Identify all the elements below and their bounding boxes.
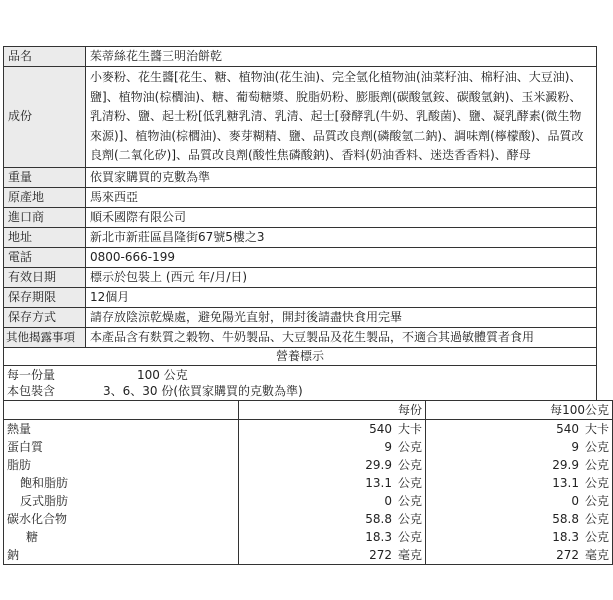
value-name: 茱蒂絲花生醬三明治餅乾 (86, 47, 597, 67)
nutrient-name: 反式脂肪 (4, 492, 239, 510)
serving-info (3, 366, 597, 400)
nutrient-amount: 18.3 (365, 529, 392, 544)
nutrient-unit: 公克 (584, 493, 609, 508)
row-origin (4, 187, 597, 207)
nutrient-amount: 272 (369, 547, 392, 562)
nutrient-name: 鈉 (4, 546, 239, 565)
value-expiry: 標示於包裝上 (西元 年/月/日) (86, 267, 597, 287)
nutrient-unit: 大卡 (397, 421, 422, 436)
label-name: 品名 (4, 47, 86, 67)
value-weight: 依買家購買的克數為準 (86, 167, 597, 187)
nutrient-unit: 毫克 (397, 547, 422, 562)
nutrient-unit: 公克 (584, 529, 609, 544)
row-name (4, 47, 597, 67)
nutrient-unit: 公克 (397, 493, 422, 508)
label-expiry: 有效日期 (4, 267, 86, 287)
nutrient-name: 蛋白質 (4, 438, 239, 456)
value-per-serving (239, 474, 426, 492)
nutrient-amount: 0 (384, 493, 392, 508)
nutrient-amount: 29.9 (365, 457, 392, 472)
nutrition-row (4, 474, 613, 492)
value-shelf-life: 12個月 (86, 287, 597, 307)
col-per-100g: 每100公克 (426, 400, 613, 419)
nutrient-amount: 13.1 (552, 475, 579, 490)
nutrient-name: 熱量 (4, 419, 239, 438)
nutrition-row (4, 438, 613, 456)
value-per-100g (426, 528, 613, 546)
nutrient-amount: 13.1 (365, 475, 392, 490)
nutrition-row (4, 456, 613, 474)
nutrient-unit: 公克 (397, 475, 422, 490)
product-info-table (3, 46, 597, 348)
serving-value: 100 公克 (137, 367, 188, 382)
row-phone (4, 247, 597, 267)
value-storage: 請存放陰涼乾燥處，避免陽光直射，開封後請盡快食用完畢 (86, 307, 597, 327)
nutrition-header-row (4, 400, 613, 419)
value-disclosure: 本產品含有麩質之穀物、牛奶製品、大豆製品及花生製品，不適合其過敏體質者食用 (86, 327, 597, 347)
value-per-serving (239, 419, 426, 438)
value-ingredients: 小麥粉、花生醬[花生、糖、植物油(花生油)、完全氫化植物油(油菜籽油、棉籽油、大豆油)、鹽]、植物油(棕櫚油)、糖、葡萄糖漿、脫脂奶粉、膨脹劑(碳酸氫銨、碳酸氫鈉)、玉米澱粉、乳清粉、鹽、起士粉[低乳糖乳清、乳清、起士[發酵乳(牛奶、乳酸菌)、鹽、凝乳酵素(微生物來源)]、植物油(棕櫚油)、麥芽糊精、鹽、品質改良劑(磷酸氫二鈉)、調味劑(檸檬酸)、品質改良劑(二氧化矽)]、品質改良劑(酸性焦磷酸鈉)、香料(奶油香料、迷迭香香料)、酵母 (86, 67, 597, 168)
label-origin: 原產地 (4, 187, 86, 207)
nutrient-name: 碳水化合物 (4, 510, 239, 528)
nutrition-table (3, 400, 613, 419)
row-shelf-life (4, 287, 597, 307)
pack-label: 本包裝含 (7, 383, 56, 398)
value-per-serving (239, 510, 426, 528)
nutrition-row (4, 492, 613, 510)
value-per-serving (239, 492, 426, 510)
label-importer: 進口商 (4, 207, 86, 227)
row-expiry (4, 267, 597, 287)
serving-label: 每一份量 (7, 367, 56, 382)
value-per-serving (239, 456, 426, 474)
nutrient-amount: 18.3 (552, 529, 579, 544)
nutrition-body (3, 419, 613, 565)
label-shelf-life: 保存期限 (4, 287, 86, 307)
value-per-100g (426, 419, 613, 438)
nutrient-amount: 58.8 (365, 511, 392, 526)
value-origin: 馬來西亞 (86, 187, 597, 207)
nutrient-unit: 公克 (584, 511, 609, 526)
nutrient-amount: 0 (571, 493, 579, 508)
nutrient-unit: 公克 (584, 457, 609, 472)
nutrient-name: 脂肪 (4, 456, 239, 474)
value-importer: 順禾國際有限公司 (86, 207, 597, 227)
nutrition-row (4, 528, 613, 546)
nutrient-unit: 公克 (584, 475, 609, 490)
label-address: 地址 (4, 227, 86, 247)
nutrient-name: 飽和脂肪 (4, 474, 239, 492)
nutrient-unit: 公克 (397, 439, 422, 454)
value-per-serving (239, 528, 426, 546)
nutrient-unit: 公克 (397, 457, 422, 472)
label-phone: 電話 (4, 247, 86, 267)
row-address (4, 227, 597, 247)
row-ingredients (4, 67, 597, 168)
row-weight (4, 167, 597, 187)
nutrition-row (4, 510, 613, 528)
label-ingredients: 成份 (4, 67, 86, 168)
nutrient-unit: 公克 (397, 529, 422, 544)
nutrient-amount: 540 (556, 421, 579, 436)
row-disclosure (4, 327, 597, 347)
value-per-100g (426, 456, 613, 474)
row-importer (4, 207, 597, 227)
nutrient-amount: 58.8 (552, 511, 579, 526)
value-per-100g (426, 474, 613, 492)
nutrient-unit: 大卡 (584, 421, 609, 436)
label-storage: 保存方式 (4, 307, 86, 327)
value-per-serving (239, 438, 426, 456)
nutrient-unit: 公克 (397, 511, 422, 526)
label-disclosure: 其他揭露事項 (4, 327, 86, 347)
value-per-100g (426, 510, 613, 528)
value-per-100g (426, 492, 613, 510)
label-weight: 重量 (4, 167, 86, 187)
row-storage (4, 307, 597, 327)
nutrition-title: 營養標示 (3, 348, 597, 366)
col-per-serving: 每份 (239, 400, 426, 419)
value-address: 新北市新莊區昌隆街67號5樓之3 (86, 227, 597, 247)
nutrient-amount: 29.9 (552, 457, 579, 472)
value-per-100g (426, 546, 613, 565)
nutrient-amount: 272 (556, 547, 579, 562)
product-info-sheet (3, 46, 609, 565)
pack-value: 3、6、30 份(依買家購買的克數為準) (103, 383, 303, 398)
nutrition-row (4, 419, 613, 438)
nutrient-amount: 9 (384, 439, 392, 454)
nutrient-unit: 毫克 (584, 547, 609, 562)
nutrient-name: 糖 (4, 528, 239, 546)
nutrient-amount: 540 (369, 421, 392, 436)
nutrient-amount: 9 (571, 439, 579, 454)
value-phone: 0800-666-199 (86, 247, 597, 267)
value-per-serving (239, 546, 426, 565)
nutrition-row (4, 546, 613, 565)
nutrient-unit: 公克 (584, 439, 609, 454)
value-per-100g (426, 438, 613, 456)
